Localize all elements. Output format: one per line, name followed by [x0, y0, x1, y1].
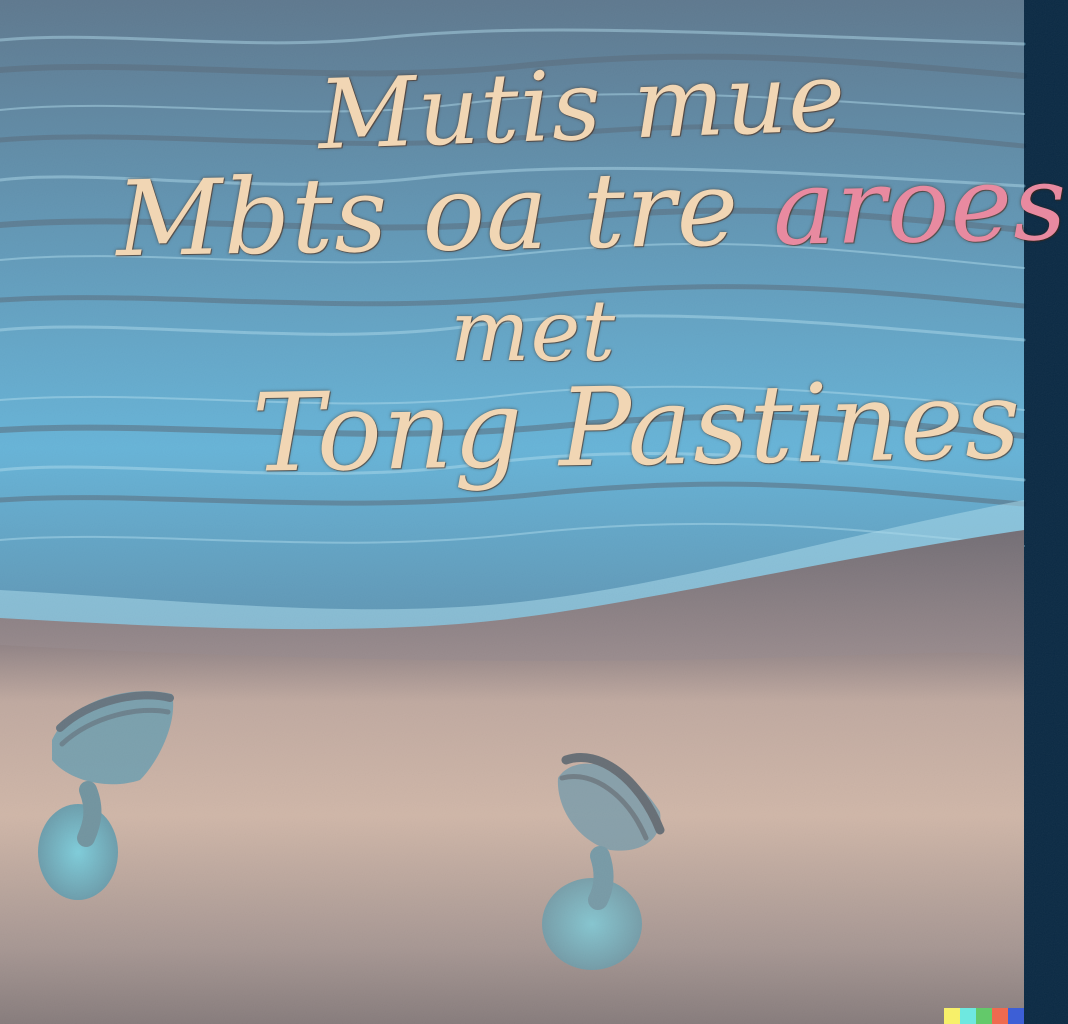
signature-swatch [960, 1008, 976, 1024]
handwriting-line-2 [115, 142, 1068, 281]
handwriting-line-1: Mutis mue [316, 40, 848, 172]
signature-swatch [944, 1008, 960, 1024]
handwriting-line-4: Tong Pastines [250, 358, 1023, 497]
signature-swatch [976, 1008, 992, 1024]
signature-swatch [992, 1008, 1008, 1024]
handwriting-line-2-main: Mbts oa tre [115, 147, 741, 281]
handwriting-line-2-accent: aroes [771, 141, 1068, 269]
signature-color-bar [944, 1008, 1024, 1024]
handwriting-line-3: met [450, 282, 617, 380]
signature-swatch [1008, 1008, 1024, 1024]
